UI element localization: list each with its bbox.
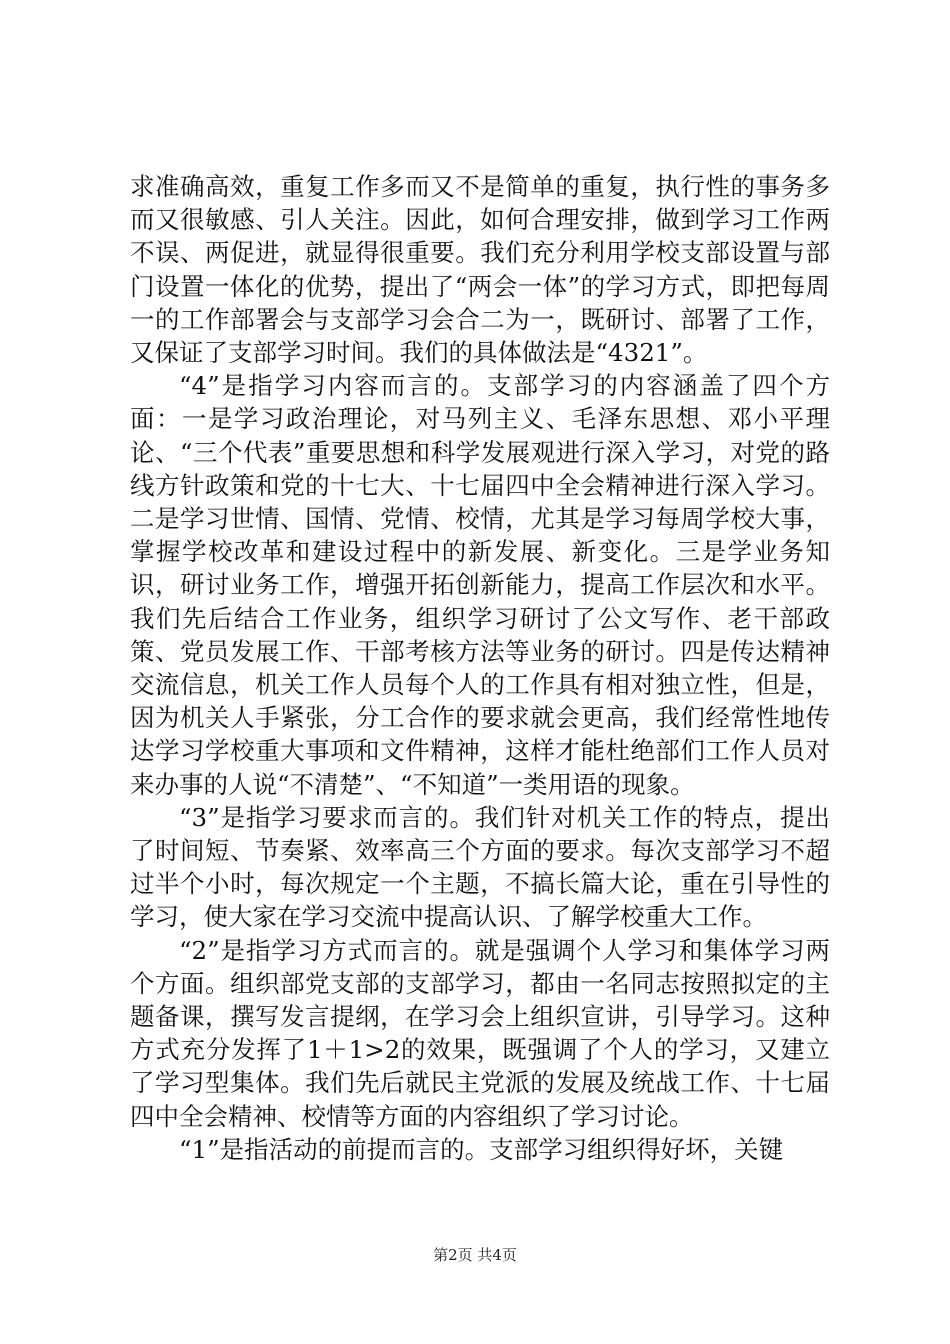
paragraph-4: “4”是指学习内容而言的。支部学习的内容涵盖了四个方面：一是学习政治理论，对马列主义、毛泽东思想、邓小平理论、“三个代表”重要思想和科学发展观进行深入学习，对党的路线方针政策和党的十七大、十七届四中全会精神进行深入学习。二是学习世情、国情、党情、校情，尤其是学习每周学校大事，掌握学校改革和建设过程中的新发展、新变化。三是学业务知识，研讨业务工作，增强开拓创新能力，提高工作层次和水平。我们先后结合工作业务，组织学习研讨了公文写作、老干部政策、党员发展工作、干部考核方法等业务的研讨。四是传达精神交流信息，机关工作人员每个人的工作具有相对独立性，但是，因为机关人手紧张，分工合作的要求就会更高，我们经常性地传达学习学校重大事项和文件精神，这样才能杜绝部们工作人员对来办事的人说“不清楚”、“不知道”一类用语的现象。 xyxy=(130,371,830,799)
paragraph-3: “3”是指学习要求而言的。我们针对机关工作的特点，提出了时间短、节奏紧、效率高三个方面的要求。每次支部学习不超过半个小时，每次规定一个主题，不搞长篇大论，重在引导性的学习，使大家在学习交流中提高认识、了解学校重大工作。 xyxy=(130,802,830,932)
paragraph-2: “2”是指学习方式而言的。就是强调个人学习和集体学习两个方面。组织部党支部的支部学习，都由一名同志按照拟定的主题备课，撰写发言提纲，在学习会上组织宣讲，引导学习。这种方式充分发挥了1＋1>2的效果，既强调了个人的学习，又建立了学习型集体。我们先后就民主党派的发展及统战工作、十七届四中全会精神、校情等方面的内容组织了学习讨论。 xyxy=(130,935,830,1131)
paragraph-1: “1”是指活动的前提而言的。支部学习组织得好坏，关键 xyxy=(179,1134,784,1164)
page-number-footer: 第2页 共4页 xyxy=(433,1246,517,1264)
document-body xyxy=(130,170,830,1166)
paragraph-continuation: 求准确高效，重复工作多而又不是简单的重复，执行性的事务多而又很敏感、引人关注。因此，如何合理安排，做到学习工作两不误、两促进，就显得很重要。我们充分利用学校支部设置与部门设置一体化的优势，提出了“两会一体”的学习方式，即把每周一的工作部署会与支部学习会合二为一，既研讨、部署了工作，又保证了支部学习时间。我们的具体做法是“4321”。 xyxy=(130,172,830,368)
